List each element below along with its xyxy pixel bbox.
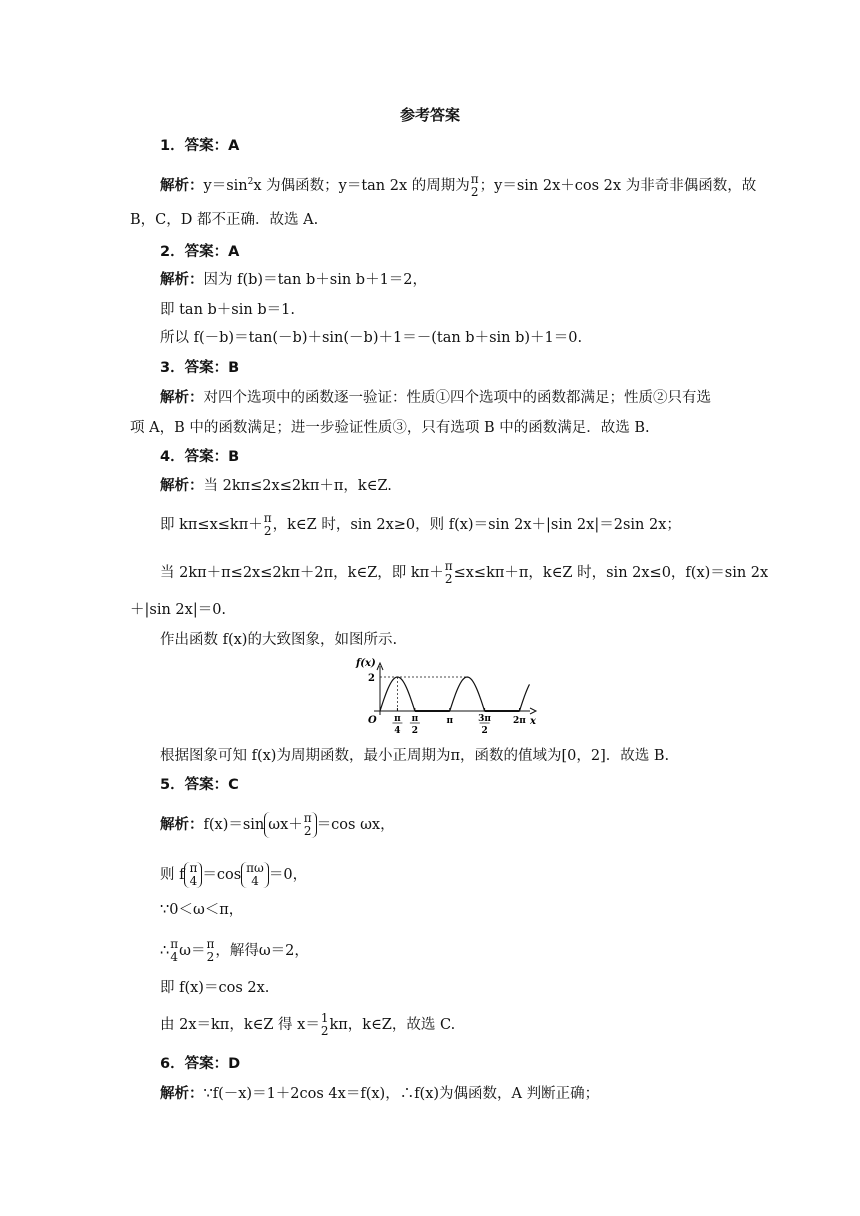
graph-layer [355,658,537,736]
q6-head: 6．答案：D [160,1056,241,1072]
q4-head: 4．答案：B [160,449,240,465]
q2-head: 2．答案：A [160,244,240,260]
q1-head: 1．答案：A [160,138,240,154]
x-axis-label: x [530,716,536,727]
q5-analysis-line3: ∵0＜ω＜π， [160,902,244,918]
q5-analysis-line5: 即 f(x)＝cos 2x. [160,980,270,996]
page-title: 参考答案 [399,106,460,124]
y-axis-label: f(x) [356,658,376,669]
function-graph [350,654,540,740]
q5-analysis-line1: 解析：f(x)＝sin ωx＋ π 2 ＝cos ωx， [160,811,395,838]
q2-analysis-line1: 解析：因为 f(b)＝tan b＋sin b＋1＝2， [160,272,428,288]
curve-arch-3 [519,684,529,711]
q4-analysis-line5: 作出函数 f(x)的大致图象，如图所示. [160,632,398,648]
q6-analysis-line1: 解析：∵f(－x)＝1＋2cos 4x＝f(x)，∴f(x)为偶函数，A 判断正确； [160,1086,600,1102]
q1-text-c: ；y＝sin 2x＋cos 2x 为非奇非偶函数，故 [479,177,757,194]
q1-text-a: y＝sin [203,177,248,194]
q5-head: 5．答案：C [160,777,239,793]
q4-analysis-line6: 根据图象可知 f(x)为周期函数，最小正周期为π，函数的值域为[0，2]．故选 B. [160,748,670,764]
x-tick-label-den: 4 [394,726,401,736]
x-tick-label-num: 3π [478,714,492,724]
q3-analysis-line1: 解析：对四个选项中的函数逐一验证：性质①四个选项中的函数都满足；性质②只有选 [160,390,711,406]
y-tick-label: 2 [368,673,375,684]
q2-analysis-line2: 即 tan b＋sin b＝1. [160,302,295,318]
q3-analysis-line2: 项 A，B 中的函数满足；进一步验证性质③，只有选项 B 中的函数满足．故选 B. [130,420,650,436]
q5-paren-c: πω 4 [241,862,269,888]
x-tick-label-num: π [411,714,419,724]
q4-analysis-line4: ＋|sin 2x|＝0. [130,602,227,618]
q1-label: 解析： [160,177,204,194]
q1-text-b: x 为偶函数；y＝tan 2x 的周期为 [253,177,470,194]
q4-fraction-b: π 2 [444,559,453,586]
q4-analysis-line2: 即 kπ≤x≤kπ＋ π 2 ，k∈Z 时，sin 2x≥0，则 f(x)＝sin 2x＋|sin 2x|＝2sin 2x； [160,511,681,538]
x-tick-label: 2π [513,716,526,726]
x-tick-label-num: π [394,714,401,724]
q5-analysis-line4: ∴ π 4 ω＝ π 2 ，解得ω＝2， [160,937,309,964]
origin-label: O [368,715,377,726]
q5-analysis-line6: 由 2x＝kπ，k∈Z 得 x＝ 1 2 kπ，k∈Z，故选 C. [160,1011,456,1038]
q1-analysis-line1 [160,172,756,199]
q4-fraction-a: π 2 [263,511,272,538]
q1-sup: 2 [247,177,254,187]
q5-paren-b: π 4 [184,862,202,888]
q4-analysis-line3: 当 2kπ＋π≤2x≤2kπ＋2π，k∈Z，即 kπ＋ π 2 ≤x≤kπ＋π，k∈Z 时，sin 2x≤0，f(x)＝sin 2x [160,559,769,586]
q2-analysis-line3: 所以 f(－b)＝tan(－b)＋sin(－b)＋1＝－(tan b＋sin b)＋1＝0. [160,330,583,346]
q1-fraction: π 2 [470,171,479,199]
q3-head: 3．答案：B [160,360,240,376]
x-tick-label: π [446,716,454,726]
q5-paren-a: ωx＋ π 2 [264,812,316,838]
q1-analysis-line2: B，C，D 都不正确．故选 A. [130,212,319,228]
x-axis-arrow [530,708,536,714]
x-tick-label-den: 2 [481,726,488,736]
q4-analysis-line1: 解析：当 2kπ≤2x≤2kπ＋π，k∈Z. [160,478,392,494]
x-tick-label-den: 2 [411,726,419,736]
curve-arch-2 [450,677,485,711]
q5-analysis-line2: 则 f π 4 ＝cos πω 4 ＝0， [160,861,308,888]
